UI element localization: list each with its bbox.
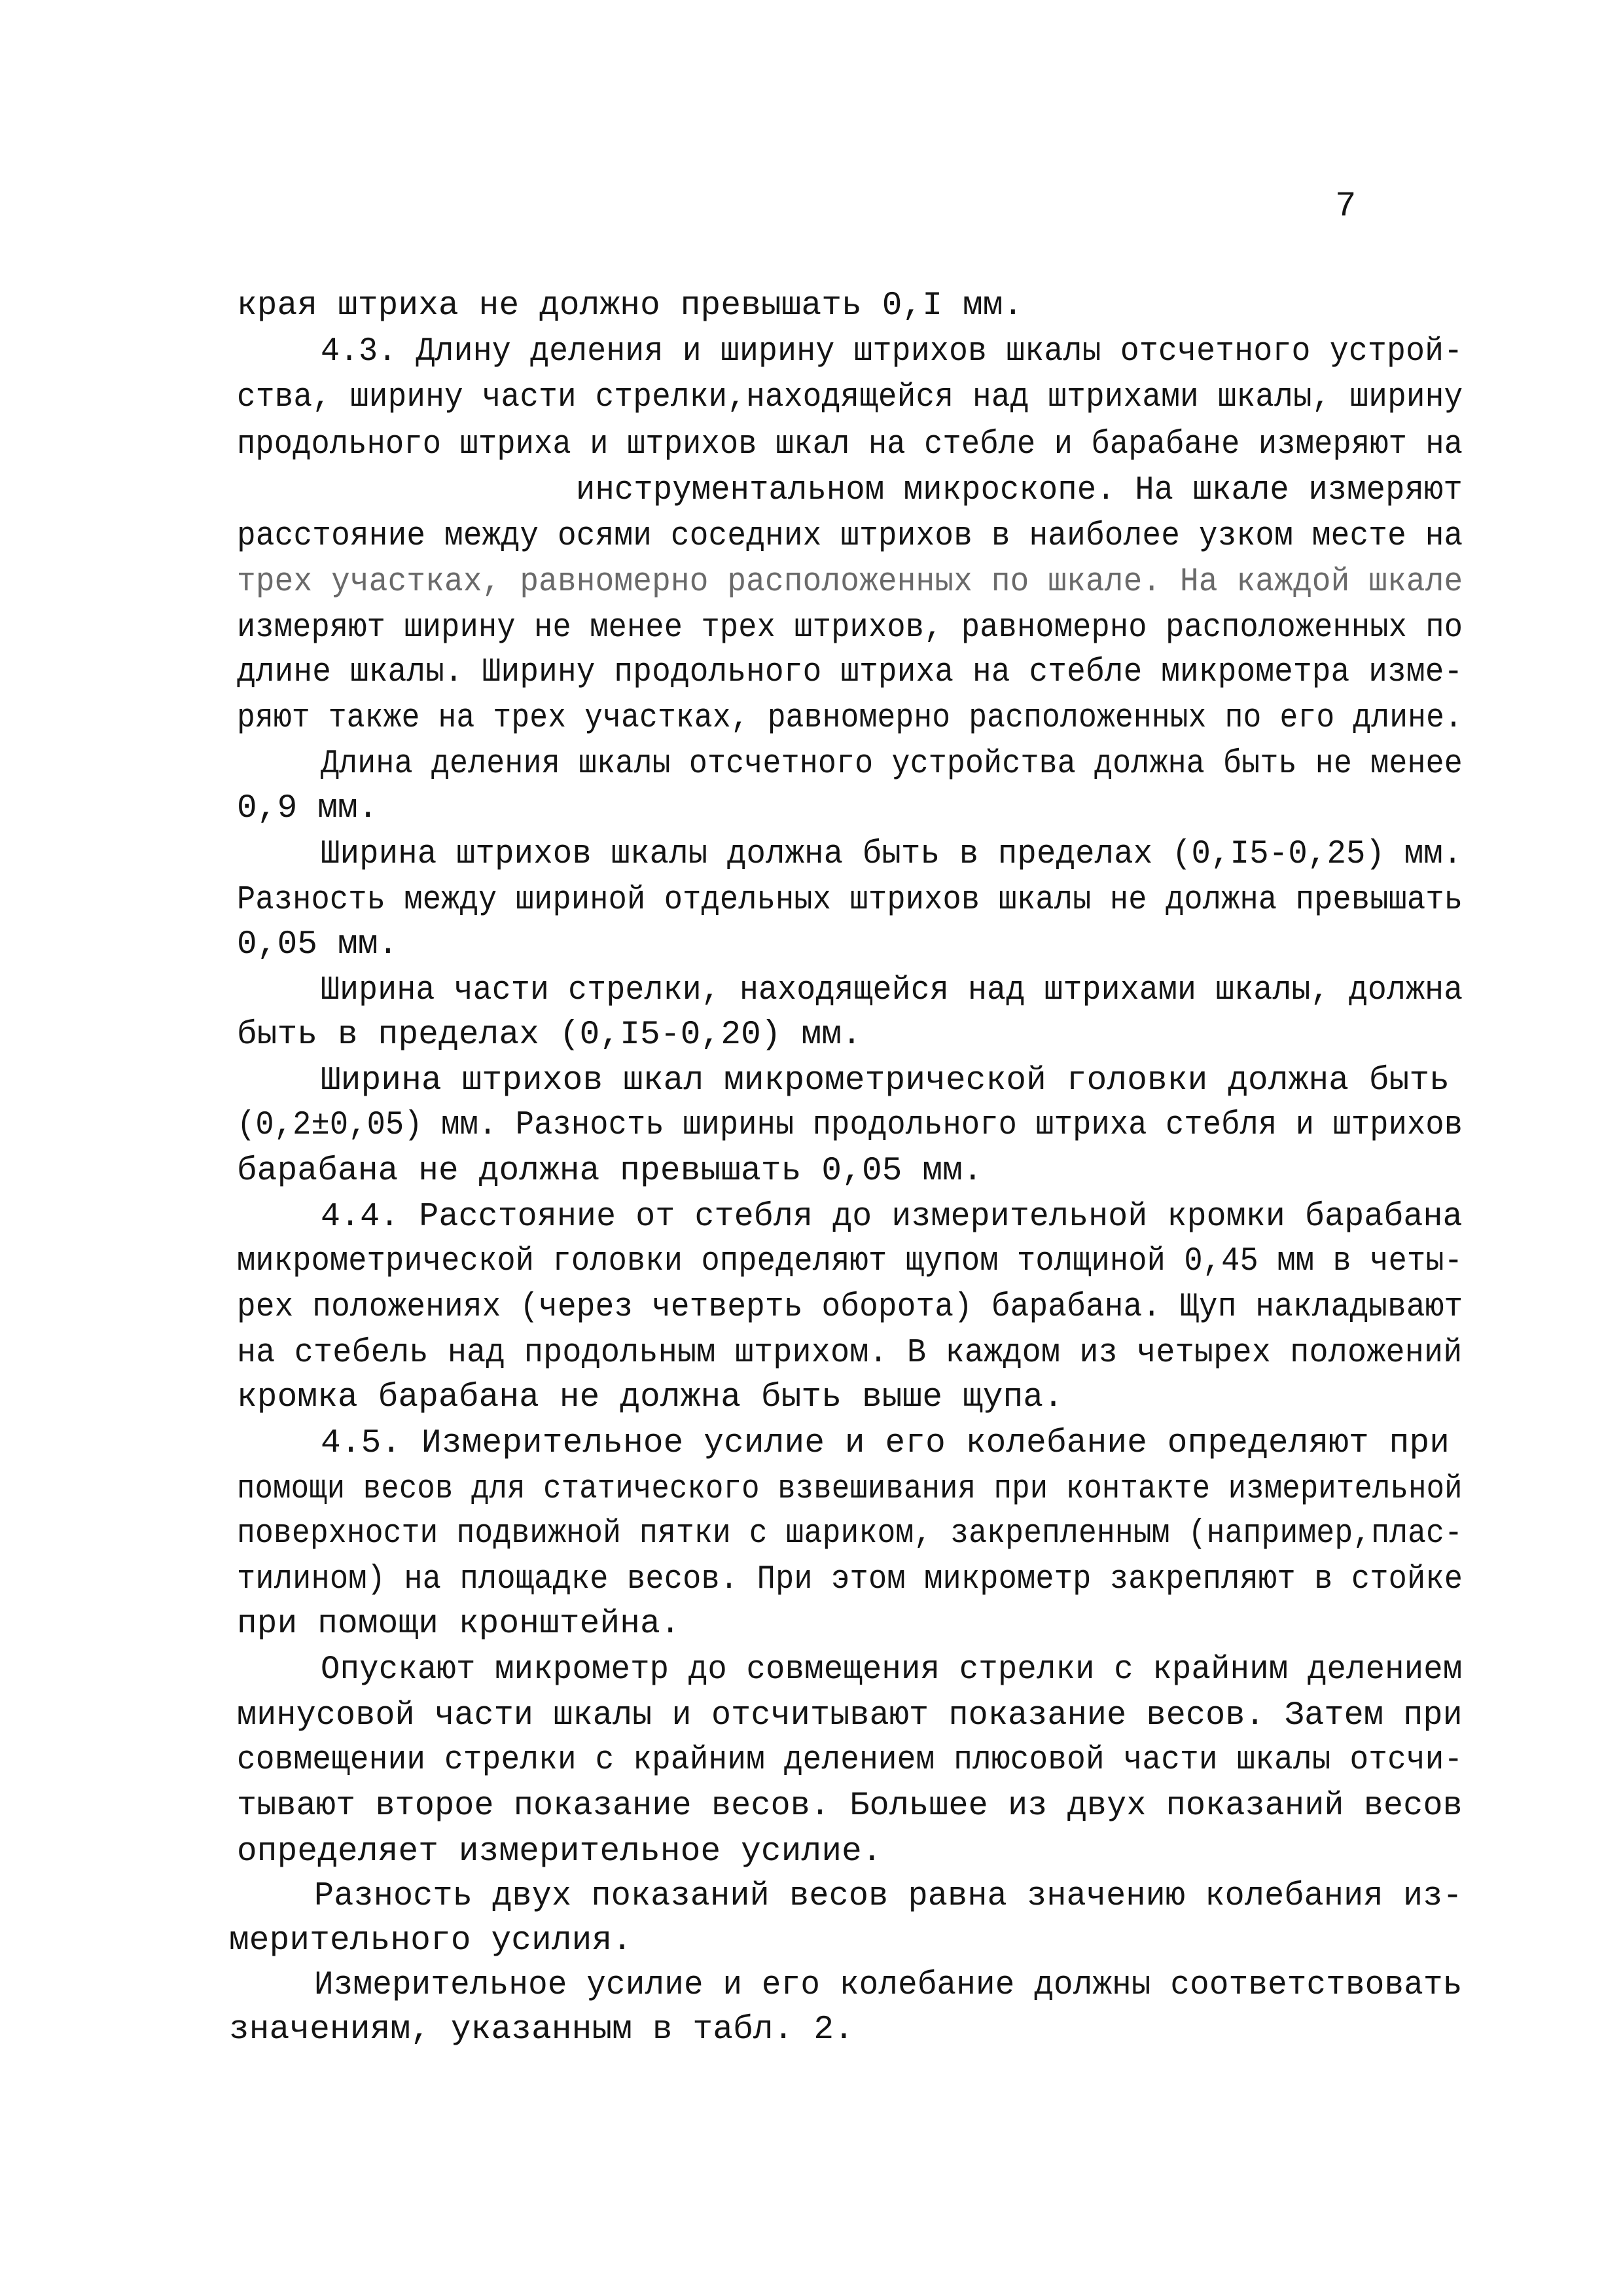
text-line: кромка барабана не должна быть выше щупа. [237,1379,1064,1416]
text-line: Ширина штрихов шкалы должна быть в пределах (0,I5-0,25) мм. [321,836,1463,873]
text-line: Разность между шириной отдельных штрихов шкалы не должна превышать [237,882,1463,919]
text-line: края штриха не должно превышать 0,I мм. [237,287,1024,325]
text-line: 0,05 мм. [237,926,399,963]
text-line: Ширина части стрелки, находящейся над штрихами шкалы, должна [321,972,1463,1009]
text-line: Опускают микрометр до совмещения стрелки с крайним делением [321,1651,1463,1689]
text-line: 4.4. Расстояние от стебля до измерительной кромки барабана [321,1198,1463,1236]
text-line: совмещении стрелки с крайним делением плюсовой части шкалы отсчи- [237,1742,1463,1779]
text-line: 4.5. Измерительное усилие и его колебание определяют при [321,1425,1450,1462]
text-line: 4.3. Длину деления и ширину штрихов шкалы отсчетного устрой- [321,333,1463,370]
text-line: ряют также на трех участках, равномерно расположенных по его длине. [237,700,1463,737]
text-line: 0,9 мм. [237,790,378,827]
text-line: Длина деления шкалы отсчетного устройства должна быть не менее [321,745,1463,783]
text-line: поверхности подвижной пятки с шариком, закрепленным (например,плас- [237,1515,1463,1552]
text-line: Разность двух показаний весов равна значению колебания из- [314,1878,1463,1915]
text-line: инструментальном микроскопе. На шкале измеряют [576,472,1463,509]
text-line: тывают второе показание весов. Большее из двух показаний весов [237,1787,1463,1825]
text-line: продольного штриха и штрихов шкал на стебле и барабане измеряют на [237,426,1463,463]
page-number: 7 [1335,187,1357,226]
text-line: расстояние между осями соседних штрихов в наиболее узком месте на [237,518,1463,555]
text-line: быть в пределах (0,I5-0,20) мм. [237,1016,862,1054]
text-line: значениям, указанным в табл. 2. [229,2011,854,2049]
text-line: микрометрической головки определяют щупом толщиной 0,45 мм в четы- [237,1243,1463,1280]
text-line: (0,2±0,05) мм. Разность ширины продольного штриха стебля и штрихов [237,1107,1463,1144]
text-line: Измерительное усилие и его колебание должны соответствовать [314,1967,1463,2004]
text-line: на стебель над продольным штрихом. В каждом из четырех положений [237,1335,1463,1372]
text-line: тилином) на площадке весов. При этом микрометр закрепляют в стойке [237,1561,1463,1598]
text-line: Ширина штрихов шкал микрометрической головки должна быть [321,1062,1450,1100]
text-line: рех положениях (через четверть оборота) барабана. Щуп накладывают [237,1289,1463,1326]
text-line: длине шкалы. Ширину продольного штриха на стебле микрометра изме- [237,654,1463,691]
text-line: определяет измерительное усилие. [237,1833,882,1871]
text-line: трех участках, равномерно расположенных по шкале. На каждой шкале [237,564,1463,601]
text-line: помощи весов для статического взвешивания при контакте измерительной [237,1471,1463,1508]
text-line: мерительного усилия. [229,1922,633,1960]
text-line: минусовой части шкалы и отсчитывают показание весов. Затем при [237,1697,1463,1734]
text-line: при помощи кронштейна. [237,1605,681,1643]
text-line: измеряют ширину не менее трех штрихов, равномерно расположенных по [237,609,1463,647]
text-line: барабана не должна превышать 0,05 мм. [237,1153,983,1190]
text-line: ства, ширину части стрелки,находящейся над штрихами шкалы, ширину [237,379,1463,416]
